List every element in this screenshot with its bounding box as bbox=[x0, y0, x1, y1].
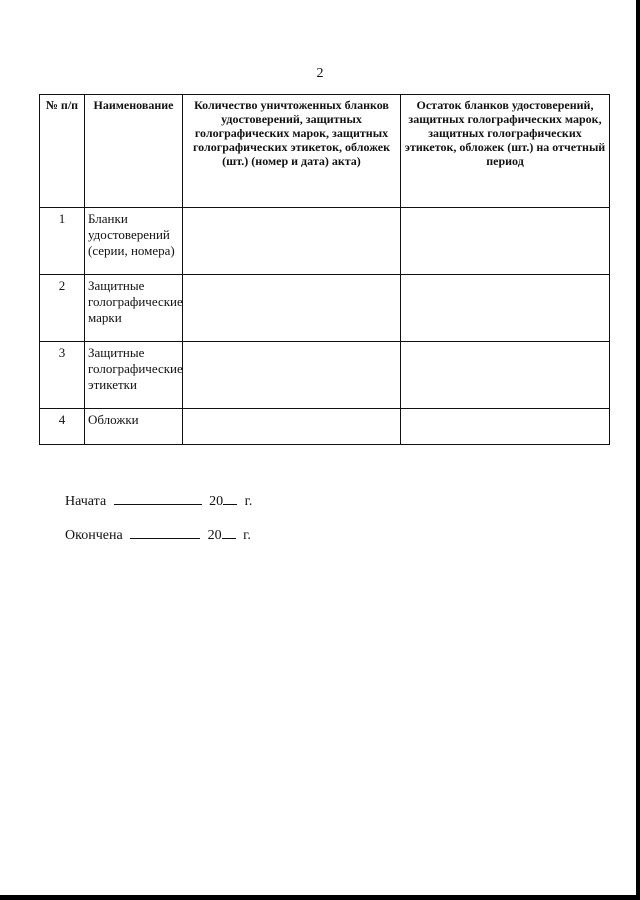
row-destroyed-cell[interactable] bbox=[183, 342, 401, 409]
start-label: Начата bbox=[65, 494, 107, 509]
header-number: № п/п bbox=[40, 95, 85, 208]
scan-edge-right bbox=[636, 0, 640, 900]
row-destroyed-cell[interactable] bbox=[183, 409, 401, 445]
page-number: 2 bbox=[316, 66, 324, 81]
row-remaining-cell[interactable] bbox=[401, 409, 610, 445]
end-year-suffix: г. bbox=[243, 528, 251, 543]
table-row bbox=[40, 342, 610, 409]
row-number: 1 bbox=[40, 208, 85, 275]
row-destroyed-cell[interactable] bbox=[183, 275, 401, 342]
row-number: 2 bbox=[40, 275, 85, 342]
row-number: 4 bbox=[40, 409, 85, 445]
row-destroyed-cell[interactable] bbox=[183, 208, 401, 275]
table-row bbox=[40, 275, 610, 342]
row-name: Защитные голографические марки bbox=[85, 275, 183, 342]
header-name: Наименование bbox=[85, 95, 183, 208]
end-label: Окончена bbox=[65, 528, 123, 543]
row-name: Бланки удостоверений (серии, номера) bbox=[85, 208, 183, 275]
row-remaining-cell[interactable] bbox=[401, 275, 610, 342]
row-remaining-cell[interactable] bbox=[401, 208, 610, 275]
end-year-prefix: 20 bbox=[207, 528, 222, 543]
row-name: Защитные голографические этикетки bbox=[85, 342, 183, 409]
end-date-blank[interactable] bbox=[130, 526, 200, 539]
table-header-row bbox=[40, 95, 610, 208]
report-table bbox=[39, 94, 610, 445]
table-row bbox=[40, 208, 610, 275]
row-name: Обложки bbox=[85, 409, 183, 445]
start-year-suffix: г. bbox=[244, 494, 253, 509]
start-date-line bbox=[65, 492, 252, 510]
row-remaining-cell[interactable] bbox=[401, 342, 610, 409]
start-year-prefix: 20 bbox=[209, 494, 224, 509]
end-year-blank[interactable] bbox=[222, 526, 236, 539]
start-year-blank[interactable] bbox=[223, 492, 237, 505]
start-date-blank[interactable] bbox=[114, 492, 202, 505]
end-date-line bbox=[65, 526, 251, 544]
table-row bbox=[40, 409, 610, 445]
header-remaining: Остаток бланков удостоверений, защитных голографических марок, защитных голографических этикеток, обложек (шт.) на отчетный период bbox=[401, 95, 610, 208]
scan-edge-bottom bbox=[0, 895, 640, 900]
row-number: 3 bbox=[40, 342, 85, 409]
header-destroyed: Количество уничтоженных бланков удостоверений, защитных голографических марок, защитных голографических этикеток, обложек (шт.) (номер и дата) акта) bbox=[183, 95, 401, 208]
